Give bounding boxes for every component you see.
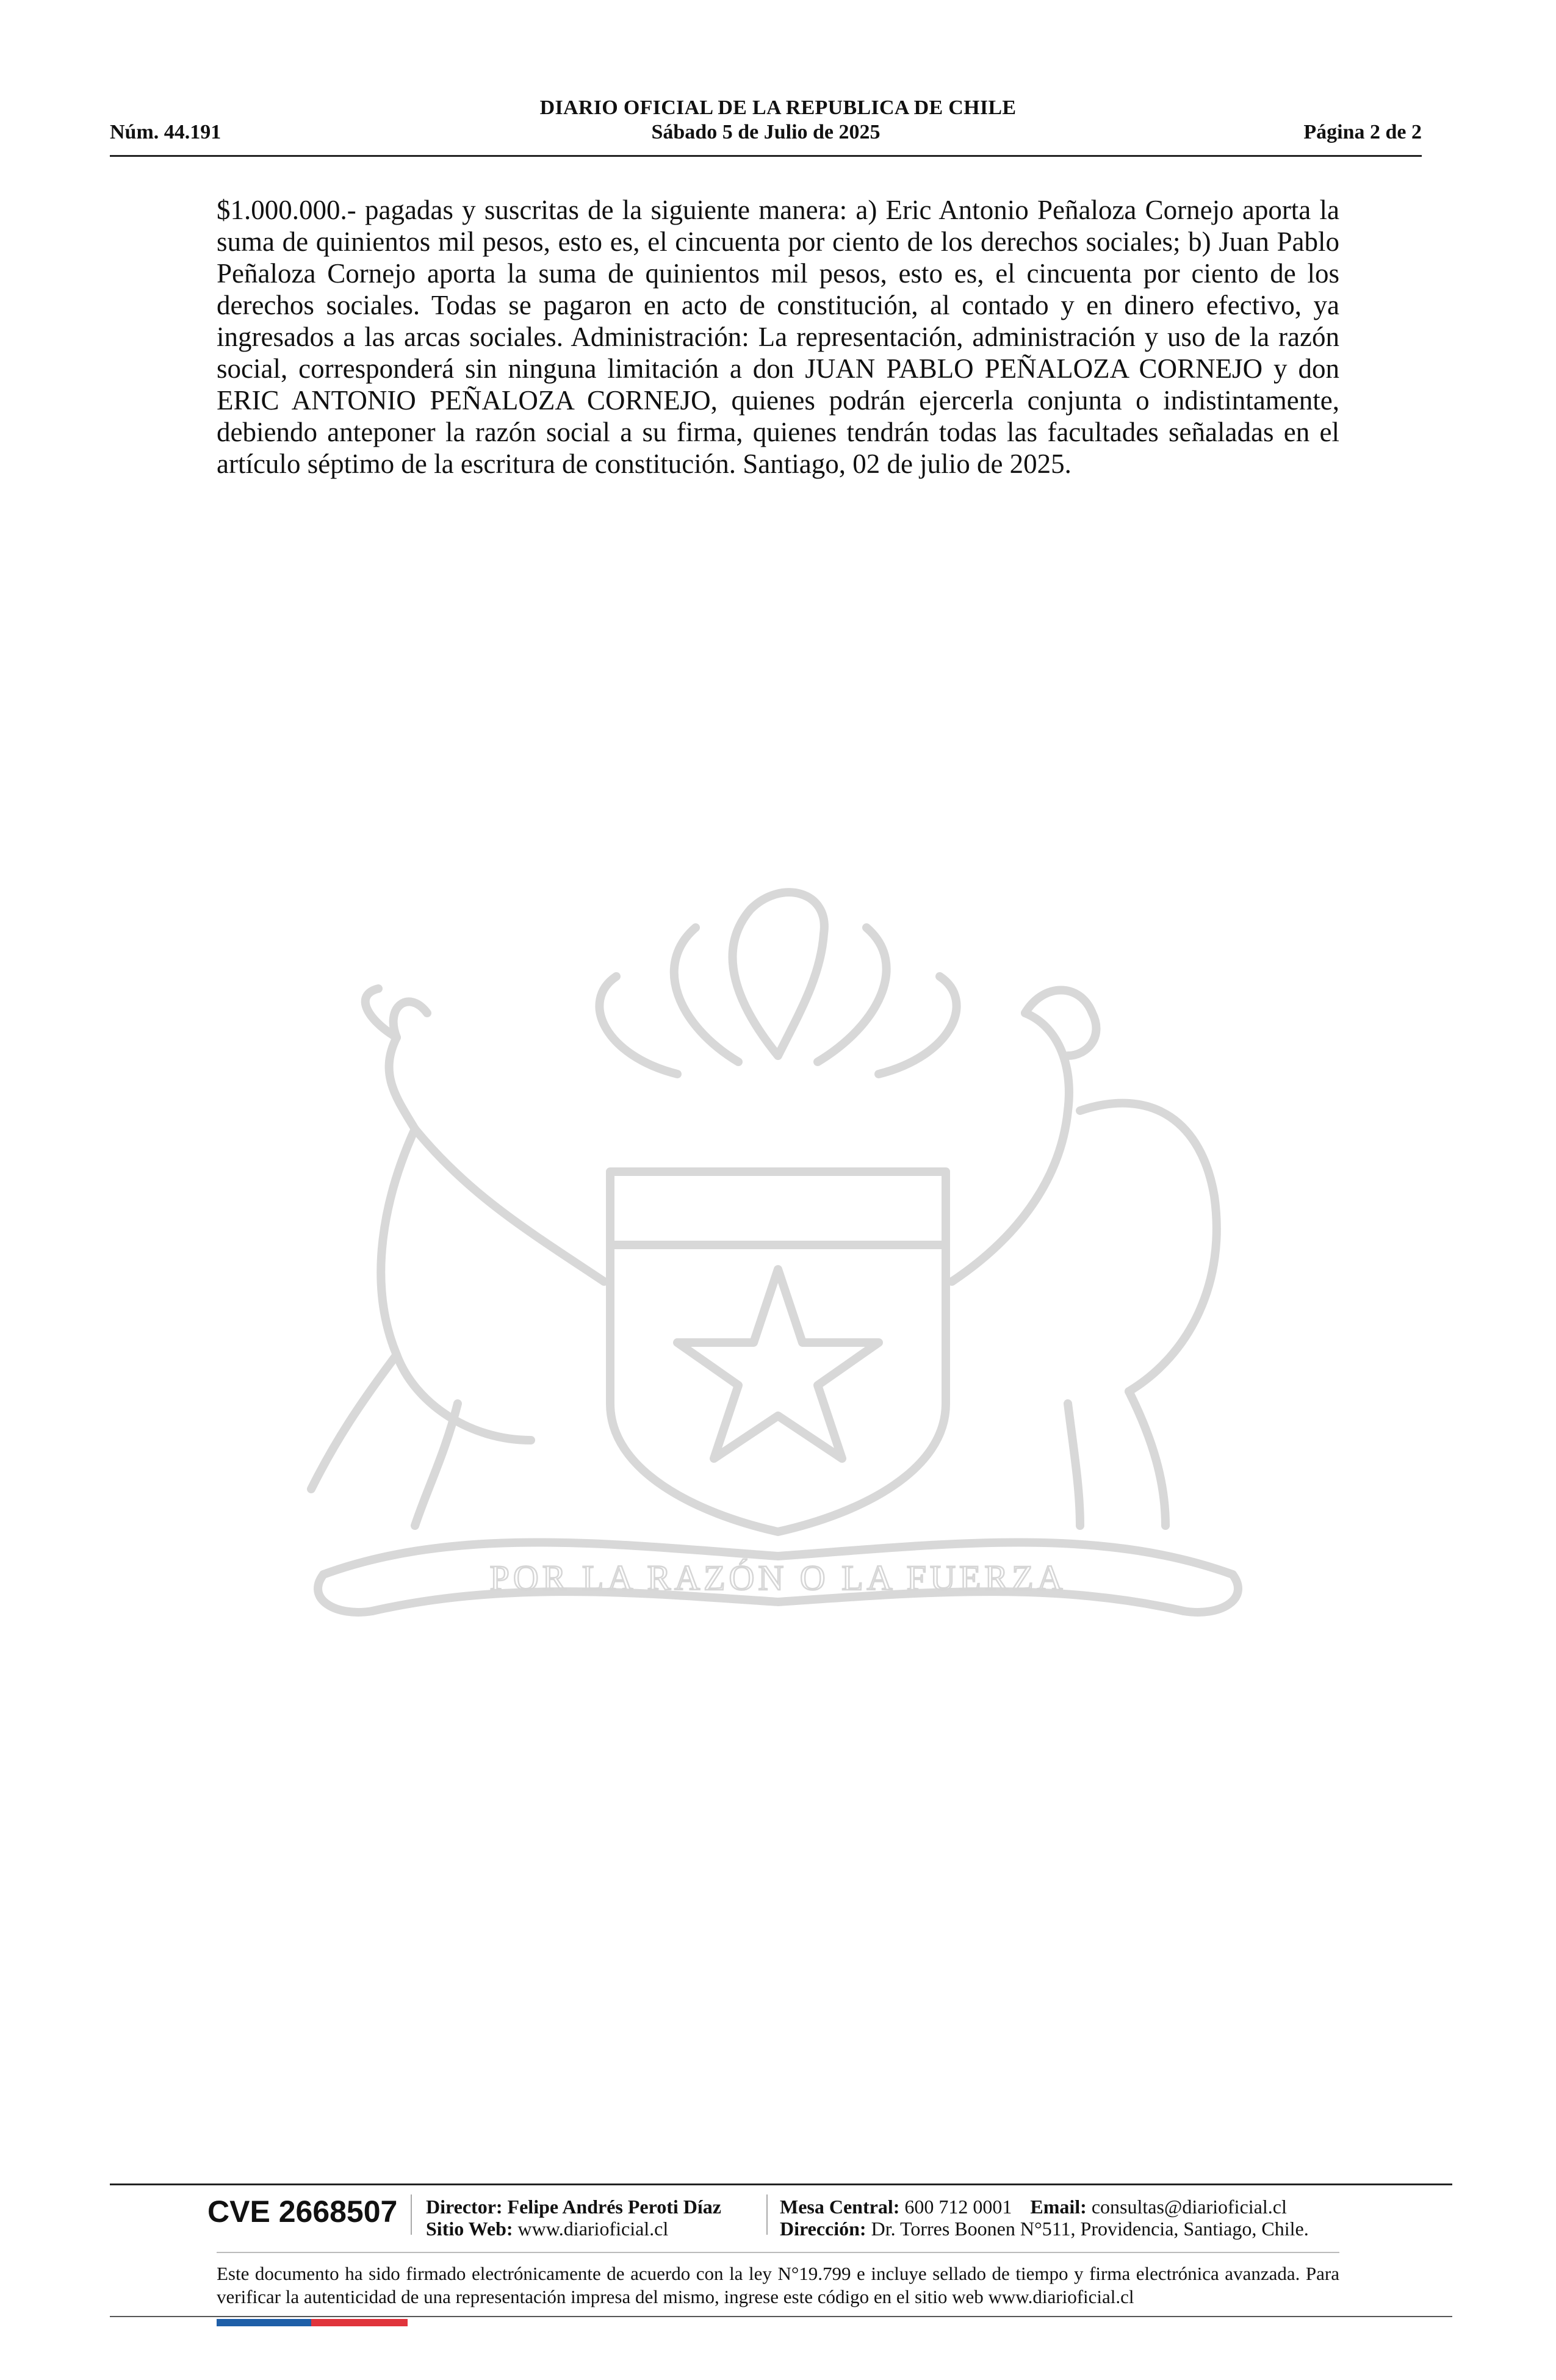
website-link[interactable]: www.diarioficial.cl (517, 2218, 669, 2240)
flag-stripe-red (311, 2319, 408, 2326)
director-block (426, 2196, 721, 2240)
coat-of-arms-watermark (214, 854, 1342, 1672)
email-link[interactable]: consultas@diarioficial.cl (1091, 2196, 1287, 2218)
phone-number: 600 712 0001 (904, 2196, 1012, 2218)
notice-body-paragraph: $1.000.000.- pagadas y suscritas de la siguiente manera: a) Eric Antonio Peñaloza Cornejo aporta la suma de quinientos mil pesos, esto es, el cincuenta por ciento de los derechos sociales; b) Juan Pablo Peñaloza Cornejo aporta la suma de quinientos mil pesos, esto es, el cincuenta por ciento de los derechos sociales. Todas se pagaron en acto de constitución, al contado y en dinero efectivo, ya ingresados a las arcas sociales. Administración: La representación, administración y uso de la razón social, corresponderá sin ninguna limitación a don JUAN PABLO PEÑALOZA CORNEJO y don ERIC ANTONIO PEÑALOZA CORNEJO, quienes podrán ejercerla conjunta o indistintamente, debiendo anteponer la razón social a su firma, quienes tendrán todas las facultades señaladas en el artículo séptimo de la escritura de constitución. Santiago, 02 de julio de 2025. (217, 195, 1339, 479)
header-row (110, 121, 1422, 149)
issue-date: Sábado 5 de Julio de 2025 (651, 121, 881, 143)
footer-separator (411, 2194, 412, 2235)
cve-code: CVE 2668507 (207, 2194, 398, 2229)
address-text: Dr. Torres Boonen N°511, Providencia, Santiago, Chile. (871, 2218, 1309, 2240)
newspaper-title: DIARIO OFICIAL DE LA REPUBLICA DE CHILE (539, 96, 1017, 119)
address-label: Dirección: (780, 2218, 866, 2240)
email-label: Email: (1030, 2196, 1087, 2218)
footer-divider-top (110, 2183, 1452, 2185)
director-name: Felipe Andrés Peroti Díaz (507, 2196, 721, 2218)
signature-disclaimer: Este documento ha sido firmado electrónicamente de acuerdo con la ley N°19.799 e incluye sellado de tiempo y firma electrónica avanzada. Para verificar la autenticidad de una representación impresa del mismo, ingrese este código en el sitio web www.diarioficial.cl (217, 2263, 1339, 2307)
page-indicator: Página 2 de 2 (1303, 121, 1422, 143)
footer-divider-bottom (110, 2316, 1452, 2317)
header-divider (110, 155, 1422, 157)
footer-divider-thin (217, 2252, 1339, 2253)
footer-separator (766, 2194, 768, 2235)
contact-block (780, 2196, 1309, 2240)
flag-stripe-blue (217, 2319, 311, 2326)
watermark-motto: POR LA RAZÓN O LA FUERZA (489, 1558, 1067, 1598)
website-label: Sitio Web: (426, 2218, 513, 2240)
phone-label: Mesa Central: (780, 2196, 900, 2218)
issue-number: Núm. 44.191 (110, 121, 222, 143)
director-label: Director: (426, 2196, 503, 2218)
